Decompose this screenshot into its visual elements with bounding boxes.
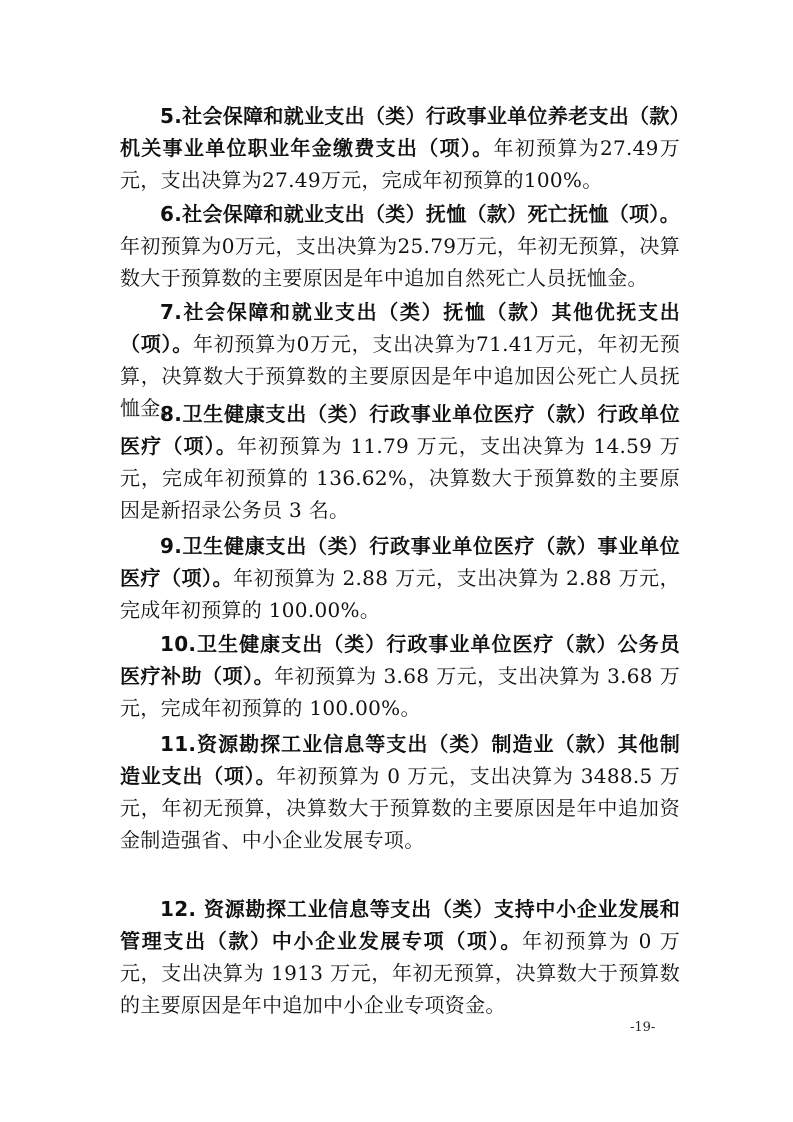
paragraph-12: [120, 893, 680, 1021]
paragraph-heading: 10.卫生健康支出（类）行政事业单位医疗（款）公务员医疗补助（项）。: [120, 632, 680, 688]
paragraph-11: [120, 728, 680, 856]
paragraph-body: 年初预算为 11.79 万元，支出决算为 14.59 万元，完成年初预算的 136.62%，决算数大于预算数的主要原因是新招录公务员 3 名。: [120, 434, 680, 522]
paragraph-body: 年初预算为 3.68 万元，支出决算为 3.68 万元，完成年初预算的 100.00%。: [120, 664, 681, 720]
paragraph-heading: 8.卫生健康支出（类）行政事业单位医疗（款）行政单位医疗（项）。: [120, 402, 680, 458]
paragraph-6: [120, 198, 680, 294]
paragraph-body: 年初预算为 0 万元，支出决算为 1913 万元，年初无预算，决算数大于预算数的主要原因是年中追加中小企业专项资金。: [120, 929, 680, 1017]
paragraph-heading: 5.社会保障和就业支出（类）行政事业单位养老支出（款）机关事业单位职业年金缴费支出（项）。: [120, 104, 680, 160]
paragraph-body: 年初预算为0万元，支出决算为71.41万元，年初无预算，决算数大于预算数的主要原因是年中追加因公死亡人员抚恤金。: [120, 332, 681, 420]
page-number: -19-: [630, 1020, 656, 1035]
paragraph-heading: 7.社会保障和就业支出（类）抚恤（款）其他优抚支出（项）。: [120, 300, 680, 356]
paragraph-5: [120, 100, 680, 196]
paragraph-body: 年初预算为 2.88 万元，支出决算为 2.88 万元，完成年初预算的 100.00%。: [120, 566, 680, 622]
paragraph-heading: 11.资源勘探工业信息等支出（类）制造业（款）其他制造业支出（项）。: [120, 732, 680, 788]
paragraph-heading: 6.社会保障和就业支出（类）抚恤（款）死亡抚恤（项）。: [160, 202, 680, 226]
paragraph-8: [120, 398, 680, 526]
paragraph-heading: 12. 资源勘探工业信息等支出（类）支持中小企业发展和管理支出（款）中小企业发展专项（项）。: [120, 897, 680, 953]
paragraph-body: 年初预算为0万元，支出决算为25.79万元，年初无预算，决算数大于预算数的主要原因是年中追加自然死亡人员抚恤金。: [120, 234, 680, 290]
paragraph-9: [120, 530, 680, 626]
paragraph-body: 年初预算为 0 万元，支出决算为 3488.5 万元，年初无预算，决算数大于预算数的主要原因是年中追加资金制造强省、中小企业发展专项。: [120, 764, 680, 852]
paragraph-10: [120, 628, 680, 724]
paragraph-body: 年初预算为27.49万元，支出决算为27.49万元，完成年初预算的100%。: [120, 136, 681, 192]
paragraph-heading: 9.卫生健康支出（类）行政事业单位医疗（款）事业单位医疗（项）。: [120, 534, 680, 590]
